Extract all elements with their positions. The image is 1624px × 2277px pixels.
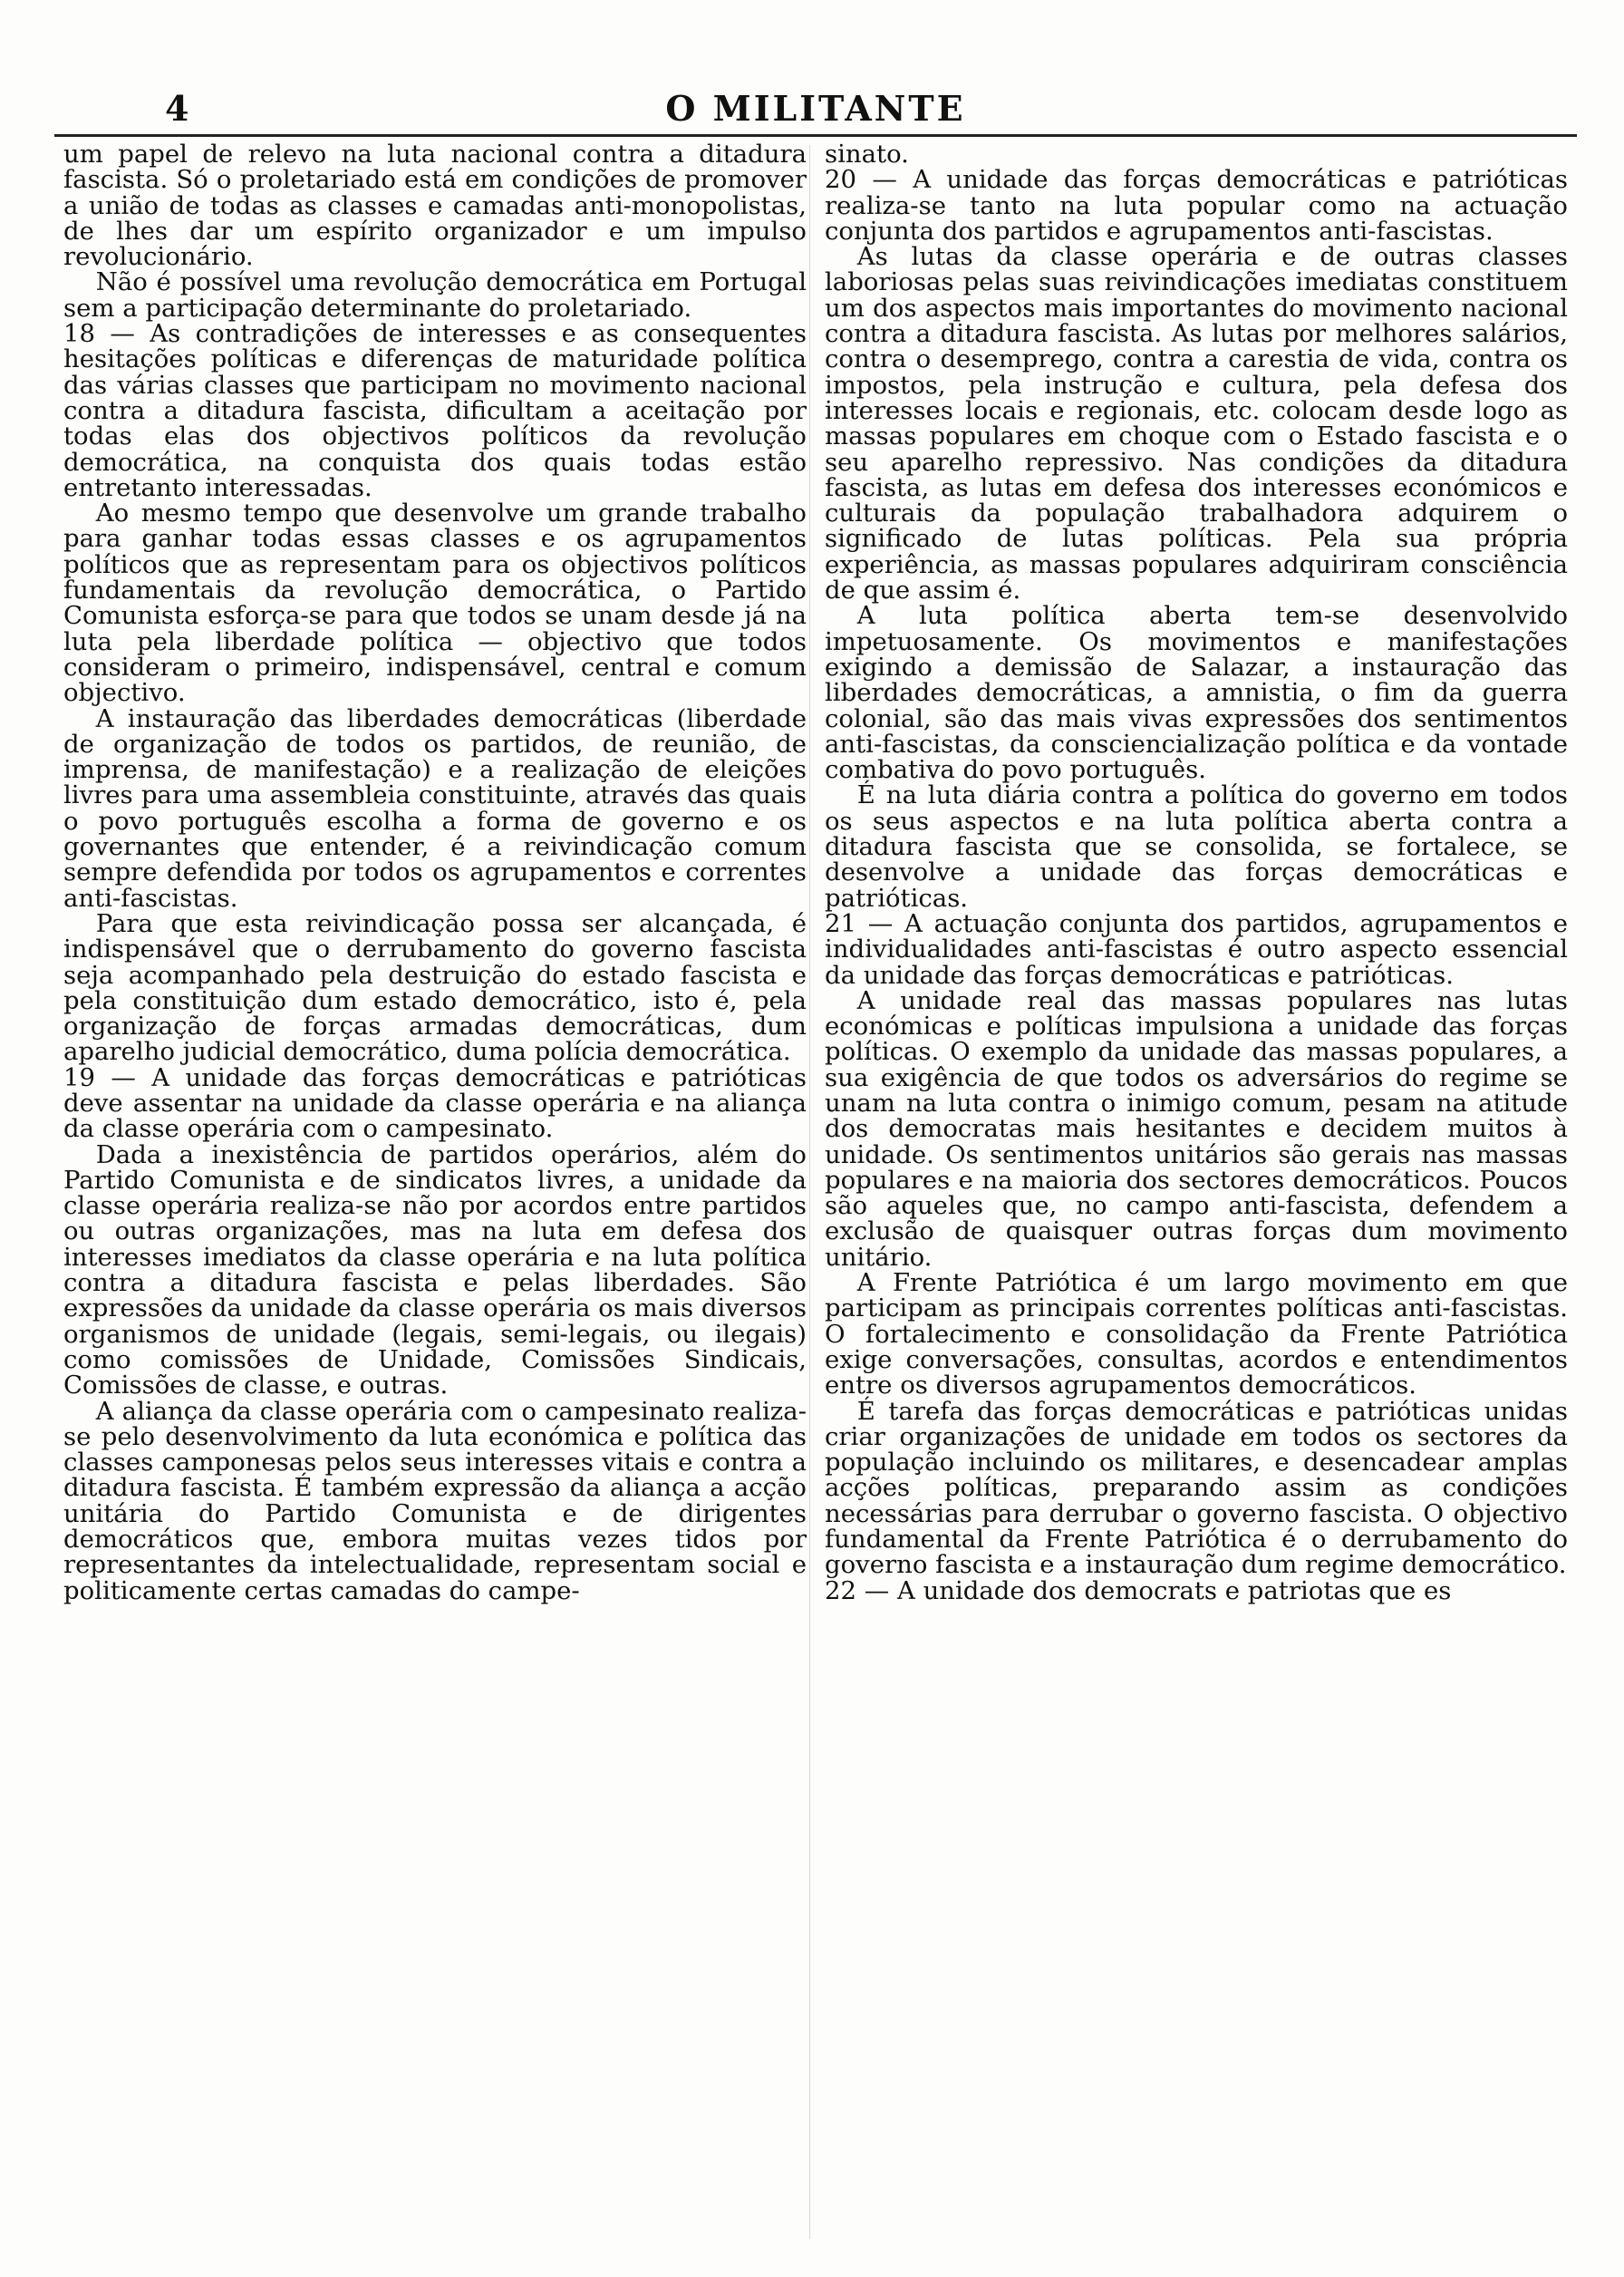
- right-column: [825, 141, 1568, 2244]
- page-header: [54, 83, 1577, 137]
- paragraph: É na luta diária contra a política do governo em todos os seus aspectos e na luta política aberta contra a ditadura fascista que se consolida, se fortalece, se desenvolve a unidade das forças democráticas e patrióticas.: [825, 780, 1568, 913]
- paragraph: A instauração das liberdades democráticas (liberdade de organização de todos os partidos, de reunião, de imprensa, de manifestação) e a realização de eleições livres para uma assembleia constituinte, através das quais o povo português escolha a forma de governo e os governantes que entender, é a reivindicação comum sempre defendida por todos os agrupamentos e correntes anti-fascistas.: [63, 703, 807, 913]
- paragraph: Para que esta reivindicação possa ser alcançada, é indispensável que o derrubamento do governo fascista seja acompanhado pela destruição do estado fascista e pela constituição dum estado democrático, isto é, pela organização de forças armadas democráticas, dum aparelho judicial democrático, duma polícia democrática.: [63, 908, 807, 1067]
- paragraph: As lutas da classe operária e de outras classes laboriosas pelas suas reivindicações imediatas constituem um dos aspectos mais importantes do movimento nacional contra a ditadura fascista. As lutas por melhores salários, contra o desemprego, contra a carestia de vida, contra os impostos, pela instrução e cultura, pela defesa dos interesses locais e regionais, etc. colocam desde logo as massas populares em choque com o Estado fascista e o seu aparelho repressivo. Nas condições da ditadura fascista, as lutas em defesa dos interesses económicos e culturais da população trabalhadora adquirem o significado de lutas políticas. Pela sua própria experiência, as massas populares adquiriram consciência de que assim é.: [825, 242, 1568, 606]
- numbered-paragraph-19: 19 — A unidade das forças democráticas e patrióticas deve assentar na unidade da classe operária e na aliança da classe operária com o campesinato.: [63, 1062, 807, 1144]
- paragraph: Ao mesmo tempo que desenvolve um grande trabalho para ganhar todas essas classes e os agrupamentos políticos que as representam para os objectivos políticos fundamentais da revolução democrática, o Partido Comunista esforça-se para que todos se unam desde já na luta pela liberdade política — objectivo que todos consideram o primeiro, indispensável, central e comum objectivo.: [63, 499, 807, 708]
- left-column: [63, 141, 807, 2244]
- newspaper-title: O MILITANTE: [665, 88, 966, 129]
- numbered-paragraph-22: 22 — A unidade dos democrats e patriotas que es: [825, 1575, 1452, 1605]
- numbered-paragraph-20: 20 — A unidade das forças democráticas e patrióticas realiza-se tanto na luta popular como na actuação conjunta dos partidos e agrupamentos anti-fascistas.: [825, 165, 1568, 246]
- column-divider: [809, 145, 810, 2239]
- numbered-paragraph-18: 18 — As contradições de interesses e as consequentes hesitações políticas e diferenças de maturidade política das várias classes que participam no movimento nacional contra a ditadura fascista, dificultam a aceitação por todas elas dos objectivos políticos da revolução democrática, na conquista dos quais todas estão entretanto interessadas.: [63, 319, 807, 502]
- page-number: 4: [165, 88, 189, 129]
- paragraph: É tarefa das forças democráticas e patrióticas unidas criar organizações de unidade em todos os sectores da população incluindo os militares, e desencadear amplas acções políticas, preparando assim as condições necessárias para derrubar o governo fascista. O objectivo fundamental da Frente Patriótica é o derrubamento do governo fascista e a instauração dum regime democrático.: [825, 1396, 1568, 1580]
- paragraph: A Frente Patriótica é um largo movimento em que participam as principais correntes políticas anti-fascistas. O fortalecimento e consolidação da Frente Patriótica exige conversações, consultas, acordos e entendimentos entre os diversos agrupamentos democráticos.: [825, 1268, 1568, 1400]
- numbered-paragraph-21: 21 — A actuação conjunta dos partidos, agrupamentos e individualidades anti-fascistas é outro aspecto essencial da unidade das forças democráticas e patrióticas.: [825, 908, 1568, 990]
- paragraph: Não é possível uma revolução democrática em Portugal sem a participação determinante do proletariado.: [63, 267, 807, 323]
- paragraph: Dada a inexistência de partidos operários, além do Partido Comunista e de sindicatos livres, a unidade da classe operária realiza-se não por acordos entre partidos ou outras organizações, mas na luta em defesa dos interesses imediatos da classe operária e na luta política contra a ditadura fascista e pelas liberdades. São expressões da unidade da classe operária os mais diversos organismos de unidade (legais, semi-legais, ou ilegais) como comissões de Unidade, Comissões Sindicais, Comissões de classe, e outras.: [63, 1139, 807, 1400]
- paragraph: A unidade real das massas populares nas lutas económicas e políticas impulsiona a unidade das forças políticas. O exemplo da unidade das massas populares, a sua exigência de que todos os adversários do regime se unam na luta contra o inimigo comum, pesam na atitude dos democratas mais hesitantes e decidem muitos à unidade. Os sentimentos unitários são gerais nas massas populares e na maioria dos sectores democráticos. Poucos são aqueles que, no campo anti-fascista, defendem a exclusão de quaisquer outras forças dum movimento unitário.: [825, 985, 1568, 1272]
- paragraph: A aliança da classe operária com o campesinato realiza-se pelo desenvolvimento da luta económica e política das classes camponesas pelos seus interesses vitais e contra a ditadura fascista. É também expressão da aliança a acção unitária do Partido Comunista e de dirigentes democráticos que, embora muitas vezes tidos por representantes da intelectualidade, representam social e politicamente certas camadas do campe-: [63, 1396, 807, 1605]
- paragraph: um papel de relevo na luta nacional contra a ditadura fascista. Só o proletariado está em condições de promover a união de todas as classes e camadas anti-monopolistas, de lhes dar um espírito organizador e um impulso revolucionário.: [63, 141, 807, 272]
- paragraph: sinato.: [825, 141, 909, 169]
- paragraph: A luta política aberta tem-se desenvolvido impetuosamente. Os movimentos e manifestações exigindo a demissão de Salazar, a instauração das liberdades democráticas, a amnistia, o fim da guerra colonial, são das mais vivas expressões dos sentimentos anti-fascistas, da consciencialização política e da vontade combativa do povo português.: [825, 601, 1568, 785]
